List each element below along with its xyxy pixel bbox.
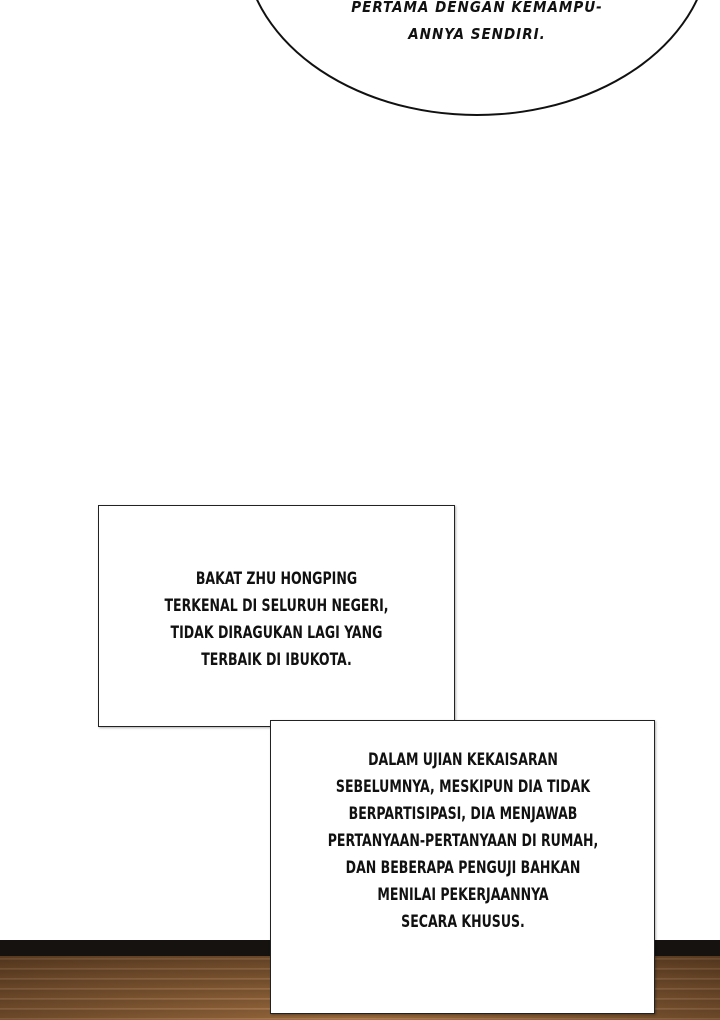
caption-line: TERKENAL DI SELURUH NEGERI, xyxy=(164,596,389,616)
caption-line: TIDAK DIRAGUKAN LAGI YANG xyxy=(170,623,383,643)
bubble-line: PERTAMA DENGAN KEMAMPU- xyxy=(351,0,603,16)
caption-line: DAN BEBERAPA PENGUJI BAHKAN xyxy=(345,858,581,878)
caption-line: MENILAI PEKERJAANNYA xyxy=(377,885,549,905)
caption-line: SEBELUMNYA, MESKIPUN DIA TIDAK xyxy=(335,777,591,797)
caption-line: BERPARTISIPASI, DIA MENJAWAB xyxy=(348,804,578,824)
caption-2-text xyxy=(274,747,651,936)
caption-line: TERBAIK DI IBUKOTA. xyxy=(201,650,352,670)
caption-line: DALAM UJIAN KEKAISARAN xyxy=(368,750,558,770)
caption-line: PERTANYAAN-PERTANYAAN DI RUMAH, xyxy=(327,831,599,851)
speech-bubble-text xyxy=(243,0,711,48)
caption-line: BAKAT ZHU HONGPING xyxy=(195,569,358,589)
caption-1-text xyxy=(130,566,423,674)
caption-line: SECARA KHUSUS. xyxy=(401,912,525,932)
bubble-line: ANNYA SENDIRI. xyxy=(408,25,546,43)
